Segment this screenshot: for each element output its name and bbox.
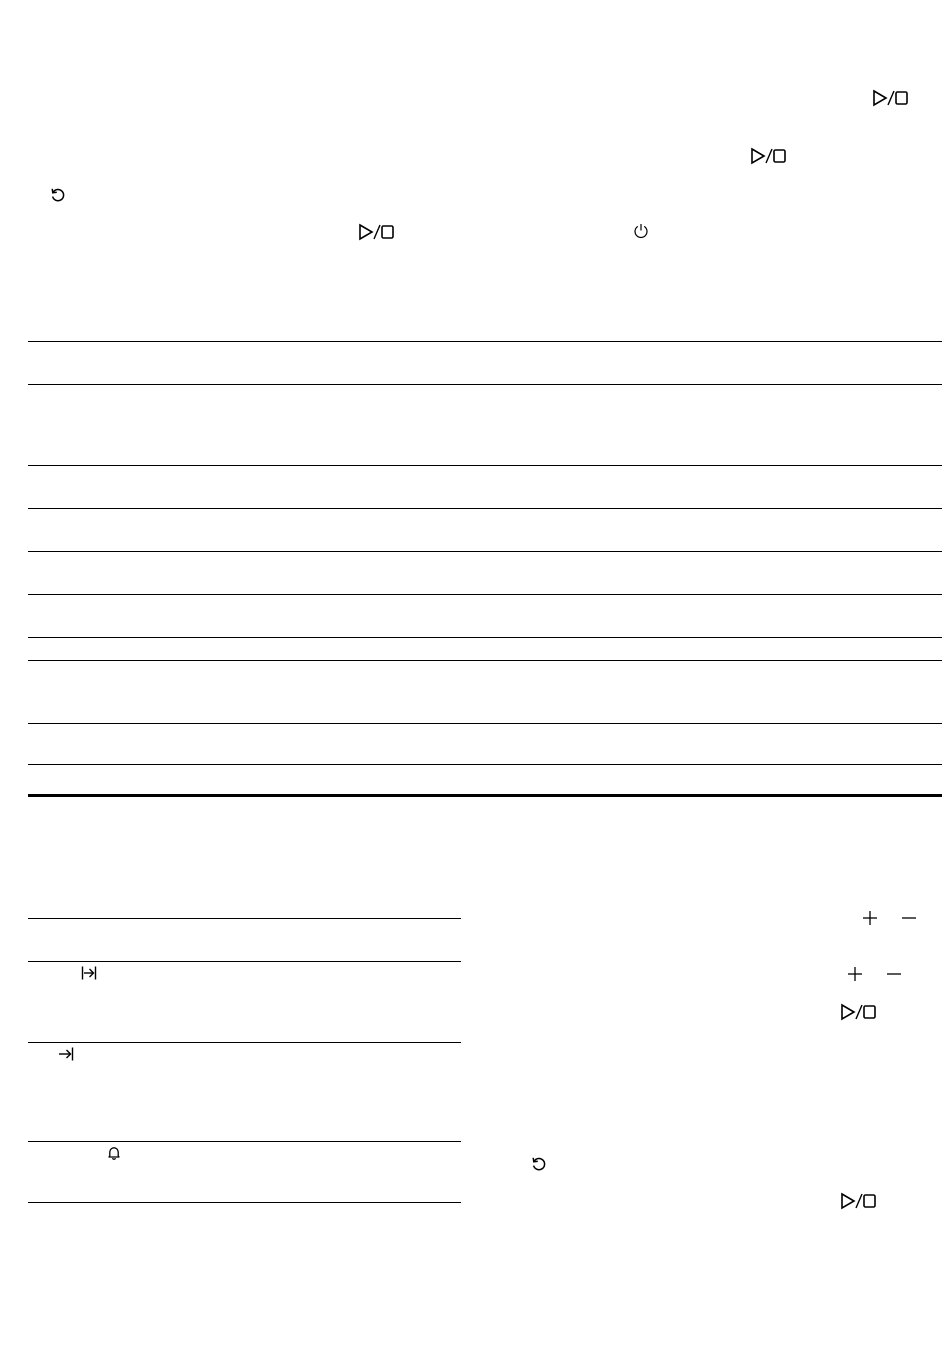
play-stop-icon xyxy=(751,148,787,164)
table-row-rule xyxy=(28,723,942,724)
end-time-icon xyxy=(58,1046,74,1062)
table-row-rule xyxy=(28,1141,461,1142)
minus-icon xyxy=(886,966,902,982)
table-row-rule xyxy=(28,660,942,661)
table-row-rule xyxy=(28,384,942,385)
table-row-rule xyxy=(28,1042,461,1043)
play-stop-icon xyxy=(841,1004,877,1020)
play-stop-icon xyxy=(359,224,395,240)
table-row-rule xyxy=(28,637,942,638)
power-icon xyxy=(633,223,649,239)
table-row-rule xyxy=(28,508,942,509)
duration-icon xyxy=(81,965,97,981)
table-bottom-rule xyxy=(28,794,942,797)
bell-icon xyxy=(106,1145,122,1161)
minus-icon xyxy=(901,910,917,926)
plus-icon xyxy=(847,966,863,982)
table-row-rule xyxy=(28,465,942,466)
plus-icon xyxy=(862,910,878,926)
reset-icon xyxy=(531,1156,547,1172)
play-stop-icon xyxy=(873,90,909,106)
table-row-rule xyxy=(28,764,942,765)
table-row-rule xyxy=(28,1202,461,1203)
table-row-rule xyxy=(28,594,942,595)
table-row-rule xyxy=(28,341,942,342)
table-row-rule xyxy=(28,918,461,919)
reset-icon xyxy=(50,187,66,203)
table-row-rule xyxy=(28,551,942,552)
table-row-rule xyxy=(28,961,461,962)
play-stop-icon xyxy=(841,1193,877,1209)
